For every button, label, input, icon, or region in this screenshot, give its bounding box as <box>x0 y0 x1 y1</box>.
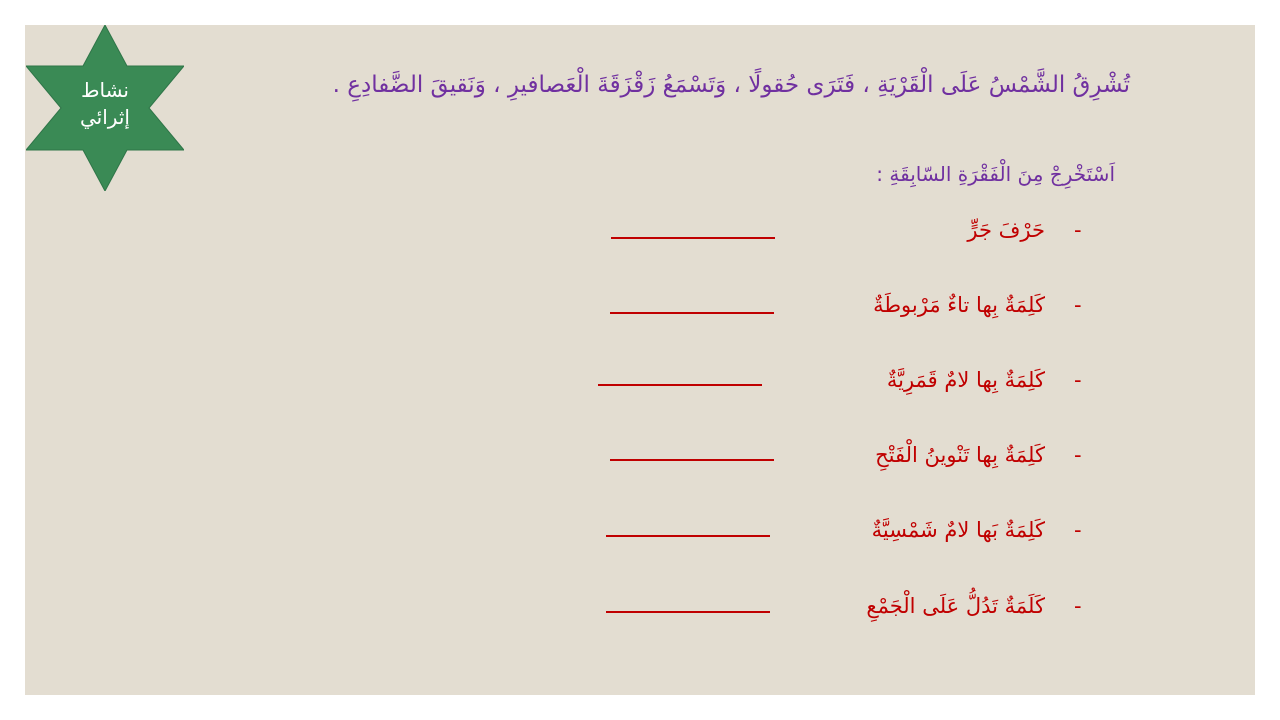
badge-label <box>26 77 184 131</box>
item-prompt: كَلِمَةٌ بِها تاءٌ مَرْبوطَةٌ <box>873 293 1045 317</box>
answer-blank[interactable] <box>598 384 762 386</box>
item-prompt: كَلِمَةٌ بِها لامٌ قَمَرِيَّةٌ <box>886 368 1045 392</box>
item-bullet: - <box>1074 218 1082 242</box>
badge-label-line2: إثرائي <box>80 105 130 129</box>
item-bullet: - <box>1074 594 1082 618</box>
answer-blank[interactable] <box>610 312 774 314</box>
answer-blank[interactable] <box>606 535 770 537</box>
answer-blank[interactable] <box>610 459 774 461</box>
item-bullet: - <box>1074 518 1082 542</box>
reading-paragraph: تُشْرِقُ الشَّمْسُ عَلَى الْقَرْيَةِ ، فَتَرَى حُقولًا ، وَتَسْمَعُ زَقْزَقَةَ الْعَصافيرِ ، وَنَقيقَ الضَّفادِعِ . <box>332 72 1130 98</box>
item-bullet: - <box>1074 368 1082 392</box>
item-prompt: كَلِمَةٌ بِها تَنْوينُ الْفَتْحِ <box>875 443 1045 467</box>
item-prompt: حَرْفَ جَرٍّ <box>967 218 1045 242</box>
item-bullet: - <box>1074 443 1082 467</box>
slide-background <box>25 25 1255 695</box>
answer-blank[interactable] <box>611 237 775 239</box>
instruction-text: اَسْتَخْرِجْ مِنَ الْفَقْرَةِ السّابِقَةِ : <box>876 162 1115 186</box>
item-bullet: - <box>1074 293 1082 317</box>
enrichment-activity-badge <box>26 25 184 191</box>
badge-label-line1: نشاط <box>81 78 129 102</box>
item-prompt: كَلَمَةٌ تَدُلُّ عَلَى الْجَمْعِ <box>866 594 1045 618</box>
item-prompt: كَلِمَةٌ بَها لامٌ شَمْسِيَّةٌ <box>871 518 1045 542</box>
answer-blank[interactable] <box>606 611 770 613</box>
